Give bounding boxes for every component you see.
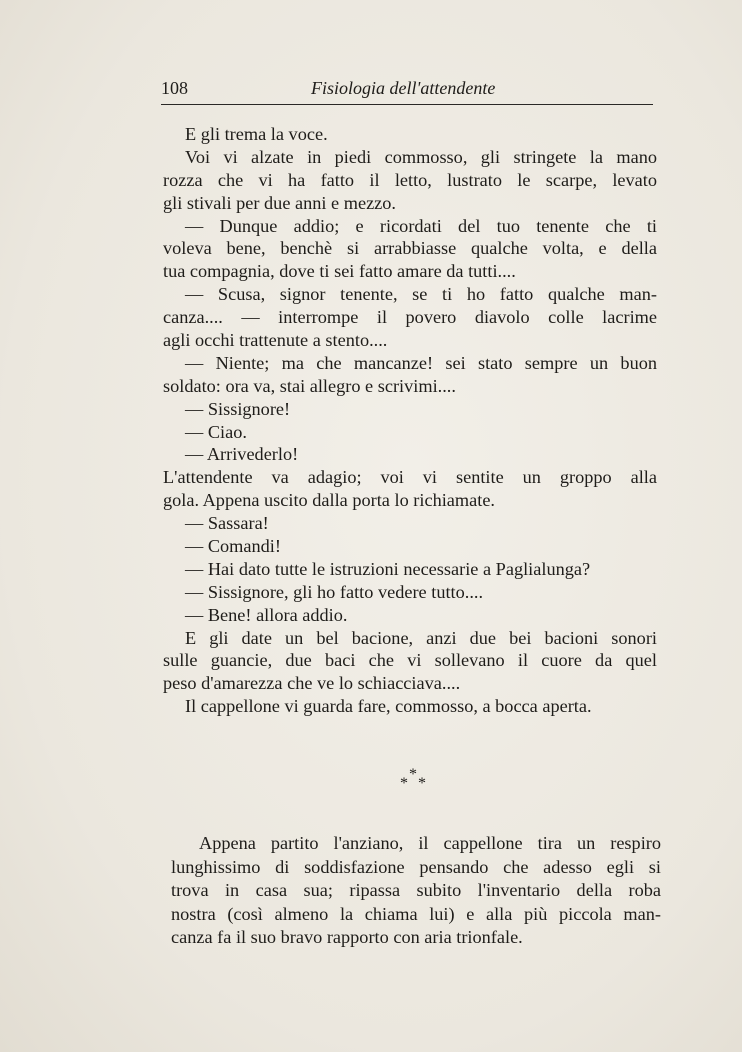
text-line: tua compagnia, dove ti sei fatto amare da tutti....	[163, 261, 516, 282]
text-line: nostra (così almeno la chiama lui) e alla più piccola man-	[171, 903, 661, 924]
text-line: E gli date un bel bacione, anzi due bei bacioni sonori	[185, 627, 657, 648]
asterism-star: *	[409, 766, 417, 783]
text-line: — Comandi!	[185, 536, 281, 557]
text-line: L'attendente va adagio; voi vi sentite un groppo alla	[163, 467, 657, 488]
running-title: Fisiologia dell'attendente	[311, 78, 496, 98]
text-line: lunghissimo di soddisfazione pensando che adesso egli si	[171, 856, 661, 877]
text-line: rozza che vi ha fatto il letto, lustrato le scarpe, levato	[163, 169, 657, 190]
text-line: — Sissignore, gli ho fatto vedere tutto....	[185, 581, 484, 602]
text-line: — Arrivederlo!	[185, 444, 299, 465]
text-line: sulle guancie, due baci che vi sollevano il cuore da quel	[163, 650, 657, 671]
section-break-asterism	[396, 766, 436, 796]
text-line: gola. Appena uscito dalla porta lo richiamate.	[163, 490, 495, 511]
page-number: 108	[161, 78, 188, 98]
text-line: trova in casa sua; ripassa subito l'inventario della roba	[171, 880, 661, 900]
text-line: canza fa il suo bravo rapporto con aria trionfale.	[171, 927, 523, 947]
text-line: — Hai dato tutte le istruzioni necessarie a Paglialunga?	[185, 558, 591, 579]
text-block-dialogue	[163, 123, 657, 718]
text-line: E gli trema la voce.	[185, 124, 328, 144]
text-line: — Dunque addio; e ricordati del tuo tenente che ti	[185, 215, 657, 236]
text-line: Il cappellone vi guarda fare, commosso, a bocca aperta.	[185, 696, 592, 717]
page-header	[161, 78, 653, 105]
asterism-star: *	[418, 775, 426, 792]
text-line: — Niente; ma che mancanze! sei stato sempre un buon	[185, 352, 657, 373]
text-line: — Bene! allora addio.	[185, 604, 348, 625]
text-line: Voi vi alzate in piedi commosso, gli stringete la mano	[185, 146, 657, 167]
text-line: peso d'amarezza che ve lo schiacciava....	[163, 673, 461, 694]
text-line: — Sassara!	[185, 513, 269, 534]
asterism-star: *	[400, 775, 408, 792]
text-line: — Scusa, signor tenente, se ti ho fatto qualche man-	[185, 284, 657, 305]
text-line: canza.... — interrompe il povero diavolo colle lacrime	[163, 307, 657, 328]
text-line: voleva bene, benchè si arrabbiasse qualche volta, e della	[163, 238, 657, 259]
text-line: soldato: ora va, stai allegro e scrivimi....	[163, 375, 456, 396]
text-line: Appena partito l'anziano, il cappellone tira un respiro	[199, 833, 661, 853]
text-line: agli occhi trattenute a stento....	[163, 330, 388, 351]
text-line: — Ciao.	[185, 421, 247, 442]
text-line: gli stivali per due anni e mezzo.	[163, 192, 397, 213]
text-line: — Sissignore!	[185, 398, 291, 419]
text-block-closing	[171, 832, 661, 950]
